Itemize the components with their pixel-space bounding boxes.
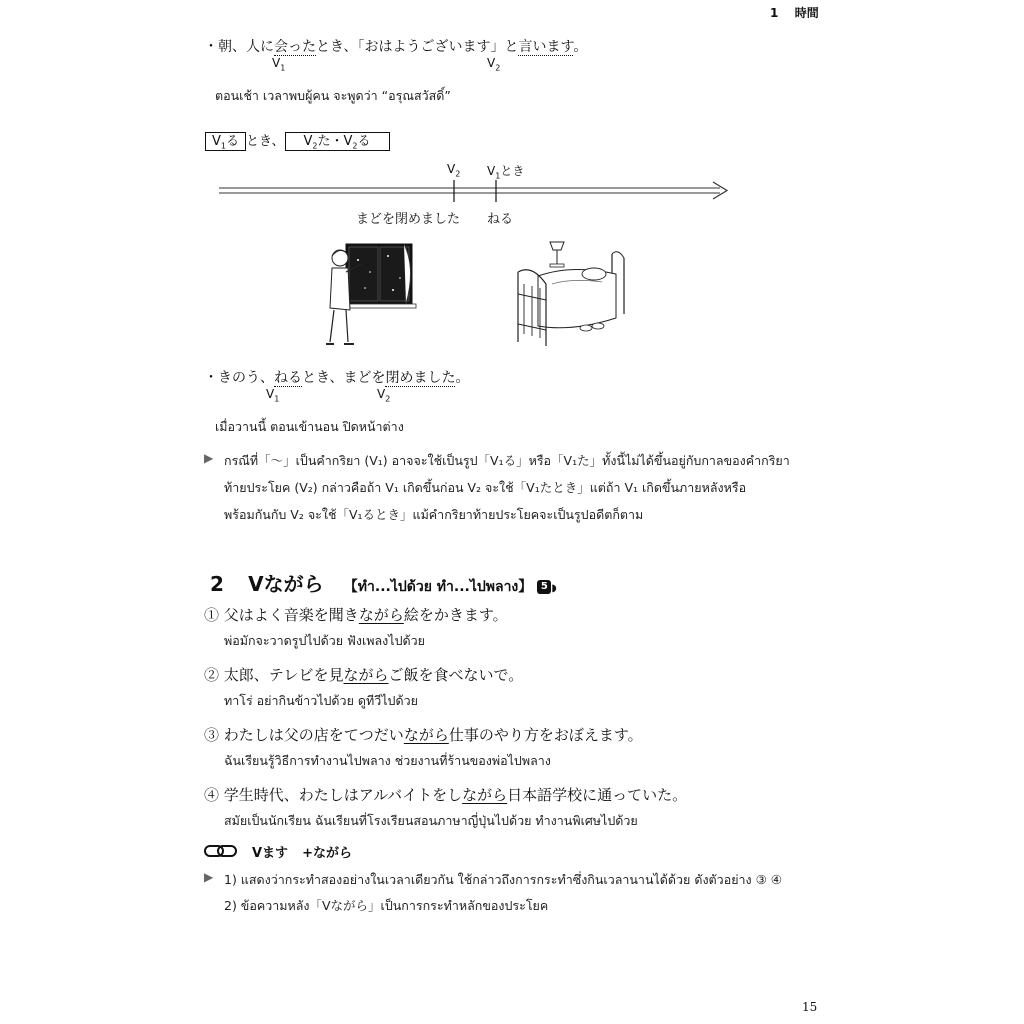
timeline-v2-label: $V_2$ [447,162,461,179]
section2-example-4: ④ 学生時代、わたしはアルバイトをしながら日本語学校に通っていた。 [204,786,688,804]
section2-example-1: ① 父はよく音楽を聞きながら絵をかきます。 [204,606,508,624]
section2-title: Vながら [248,572,324,596]
section2-number: 2 [210,572,224,596]
connection-formula: Vます +ながら [252,846,352,861]
example1-v2-word: 言います [518,39,574,55]
audio-track-icon: ◗ [551,583,557,594]
example2-v2-label: $V_2$ [377,387,391,404]
example1-v2-label: $V_2$ [487,56,501,73]
example1-v1-label: $V_1$ [272,56,286,73]
pattern-box-v2: $V_2$た・$V_2$る [285,132,390,151]
example2-translation: เมื่อวานนี้ ตอนเข้านอน ปิดหน้าต่าง [215,419,404,434]
timeline-event-left: まどを閉めました [356,212,461,227]
page-number: 15 [802,1000,818,1014]
connection-link-icon [204,844,238,858]
section2-example-4-translation: สมัยเป็นนักเรียน ฉันเรียนที่โรงเรียนสอนภาษาญี่ปุ่นไปด้วย ทำงานพิเศษไปด้วย [224,813,638,828]
timeline-arrow [215,176,735,206]
example1-sentence: ・朝、人に会ったとき、「おはようございます」と言います。 [204,39,588,55]
example2-v1-word: ねる [274,370,302,386]
timeline-v1-label: $V_1$とき [487,164,525,181]
chapter-title: 時間 [794,6,819,20]
note1-line-3: พร้อมกันกับ V₂ จะใช้「V₁るとき」แม้คำกริยาท้ายประโยคจะเป็นรูปอดีตก็ตาม [224,507,644,522]
section2-example-2: ② 太郎、テレビを見ながらご飯を食べないで。 [204,666,524,684]
note2-line-2: 2) ข้อความหลัง「Vながら」เป็นการกระทำหลักของประโยค [224,898,549,913]
note2-triangle-icon: ▶ [204,870,214,884]
section2-example-3-translation: ฉันเรียนรู้วิธีการทำงานไปพลาง ช่วยงานที่ร้านของพ่อไปพลาง [224,753,551,768]
example2-sentence: ・きのう、ねるとき、まどを閉めました。 [204,370,470,386]
chapter-number: 1 [770,6,779,20]
section2-example-1-translation: พ่อมักจะวาดรูปไปด้วย ฟังเพลงไปด้วย [224,633,425,648]
note1-line-1: กรณีที่「～」เป็นคำกริยา (V₁) อาจจะใช้เป็นรูป「V₁る」หรือ「V₁た」ทั้งนี้ไม่ได้ขึ้นอยู่กับกาลของคำกริยา [224,453,790,468]
example1-translation: ตอนเช้า เวลาพบผู้คน จะพูดว่า “อรุณสวัสดิ์” [215,88,451,103]
pattern-box-v1ru: $V_1$る [205,132,246,151]
window-closing-illustration [318,238,418,353]
note1-triangle-icon: ▶ [204,451,214,465]
chapter-header [770,4,819,21]
section2-example-3: ③ わたしは父の店をてつだいながら仕事のやり方をおぼえます。 [204,726,643,744]
timeline-event-right: ねる [487,212,514,227]
example2-v2-word: 閉めました [385,370,456,386]
section2-example-2-translation: ทาโร่ อย่ากินข้าวไปด้วย ดูทีวีไปด้วย [224,693,418,708]
section2-header [210,568,557,598]
section2-subtitle: 【ทำ...ไปด้วย ทำ...ไปพลาง】 [343,579,533,595]
bed-illustration [512,234,632,346]
example2-v1-label: $V_1$ [266,387,280,404]
note1-line-2: ท้ายประโยค (V₂) กล่าวคือถ้า V₁ เกิดขึ้นก่อน V₂ จะใช้「V₁たとき」แต่ถ้า V₁ เกิดขึ้นภายหลังหรือ [224,480,747,495]
pattern-formula: $V_1$る とき、 $V_2$た・$V_2$る [205,130,390,151]
audio-track-badge: 5 [537,580,551,594]
example1-v1-word: 会った [274,39,316,55]
note2-line-1: 1) แสดงว่ากระทำสองอย่างในเวลาเดียวกัน ใช้กล่าวถึงการกระทำซึ่งกินเวลานานได้ด้วย ดังตัวอย่าง ③ ④ [224,872,783,887]
